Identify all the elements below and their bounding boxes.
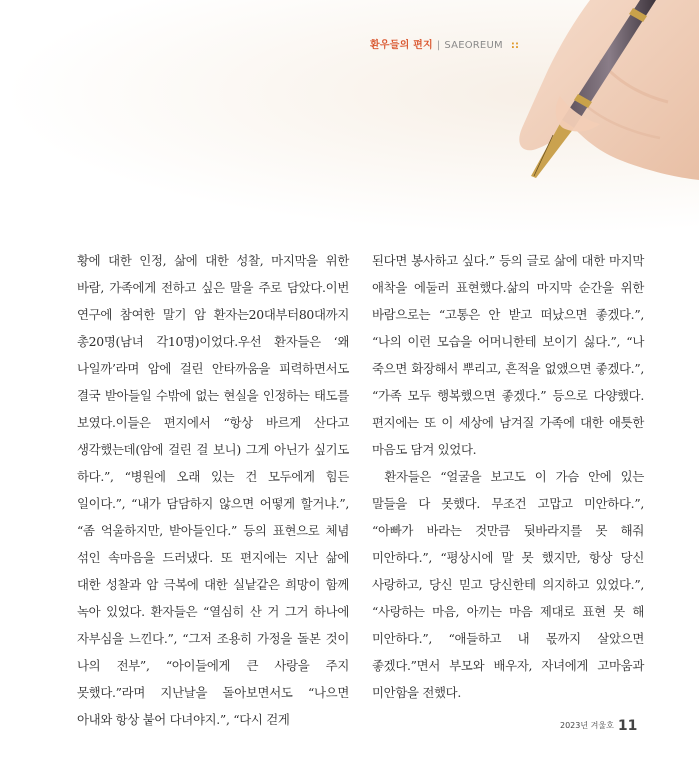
issue-label: 2023년 겨울호 <box>560 721 614 730</box>
page-number: 11 <box>617 717 638 734</box>
header-separator: | <box>436 40 441 51</box>
page-footer <box>560 715 650 734</box>
hand-pen-icon <box>0 0 699 235</box>
article-paragraph: 환자들은 “얼굴을 보고도 이 가슴 안에 있는 말들을 다 못했다. 무조건 고맙고 미안하다.”, “아빠가 바라는 것만큼 뒷바라지를 못 해줘 미안하다.”, “평상시에 말 못 했지만, 항상 당신 사랑하고, 당신 믿고 당신한테 의지하고 있었다.”, “사랑하는 마음, 아끼는 마음 제대로 표현 못 해 미안하다.”, “애들하고 내 몫까지 살았으면 좋겠다.”면서 부모와 배우자, 자녀에게 고마움과 미안함을 전했다. <box>372 469 644 700</box>
article-column-left <box>77 247 349 733</box>
category-label: 환우들의 편지 <box>370 40 433 51</box>
article-paragraph: 황에 대한 인정, 삶에 대한 성찰, 마지막을 위한 바람, 가족에게 전하고 싶은 말을 주로 담았다.이번 연구에 참여한 말기 암 환자는20대부터80대까지 총20명(남녀 각10명)이었다.우선 환자들은 ‘왜 나일까’라며 암에 걸린 안타까움을 피력하면서도 결국 받아들일 수밖에 없는 현실을 인정하는 태도를 보였다.이들은 편지에서 “항상 바르게 산다고 생각했는데(암에 걸린 걸 보니) 그게 아닌가 싶기도 하다.”, “병원에 오래 있는 건 모두에게 힘든 일이다.”, “내가 담담하지 않으면 어떻게 할거냐.”, “좀 억울하지만, 받아들인다.” 등의 표현으로 체념 섞인 속마음을 드러냈다. 또 편지에는 지난 삶에 대한 성찰과 암 극복에 대한 실낱같은 희망이 함께 녹아 있었다. 환자들은 “열심히 산 거 그거 하나에 자부심을 느낀다.”, “그저 조용히 가정을 돌본 것이 나의 전부”, “아이들에게 큰 사랑을 주지 못했다.”라며 지난날을 돌아보면서도 “나으면 아내와 항상 붙어 다녀야지.”, “다시 걷게 <box>77 253 349 727</box>
article-column-right <box>372 247 644 706</box>
hero-illustration <box>0 0 699 235</box>
magazine-name: SAEOREUM <box>444 40 503 51</box>
article-paragraph: 된다면 봉사하고 싶다.” 등의 글로 삶에 대한 마지막 애착을 에둘러 표현했다.삶의 마지막 순간을 위한 바람으로는 “고통은 안 받고 떠났으면 좋겠다.”, “나의 이런 모습을 어머니한테 보이기 싫다.”, “나 죽으면 화장해서 뿌리고, 흔적을 없앴으면 좋겠다.”, “가족 모두 행복했으면 좋겠다.” 등으로 다양했다. 편지에는 또 이 세상에 남겨질 가족에 대한 애틋한 마음도 담겨 있었다. <box>372 253 644 457</box>
ornament-icon: :: <box>510 40 520 51</box>
section-header <box>370 36 535 51</box>
